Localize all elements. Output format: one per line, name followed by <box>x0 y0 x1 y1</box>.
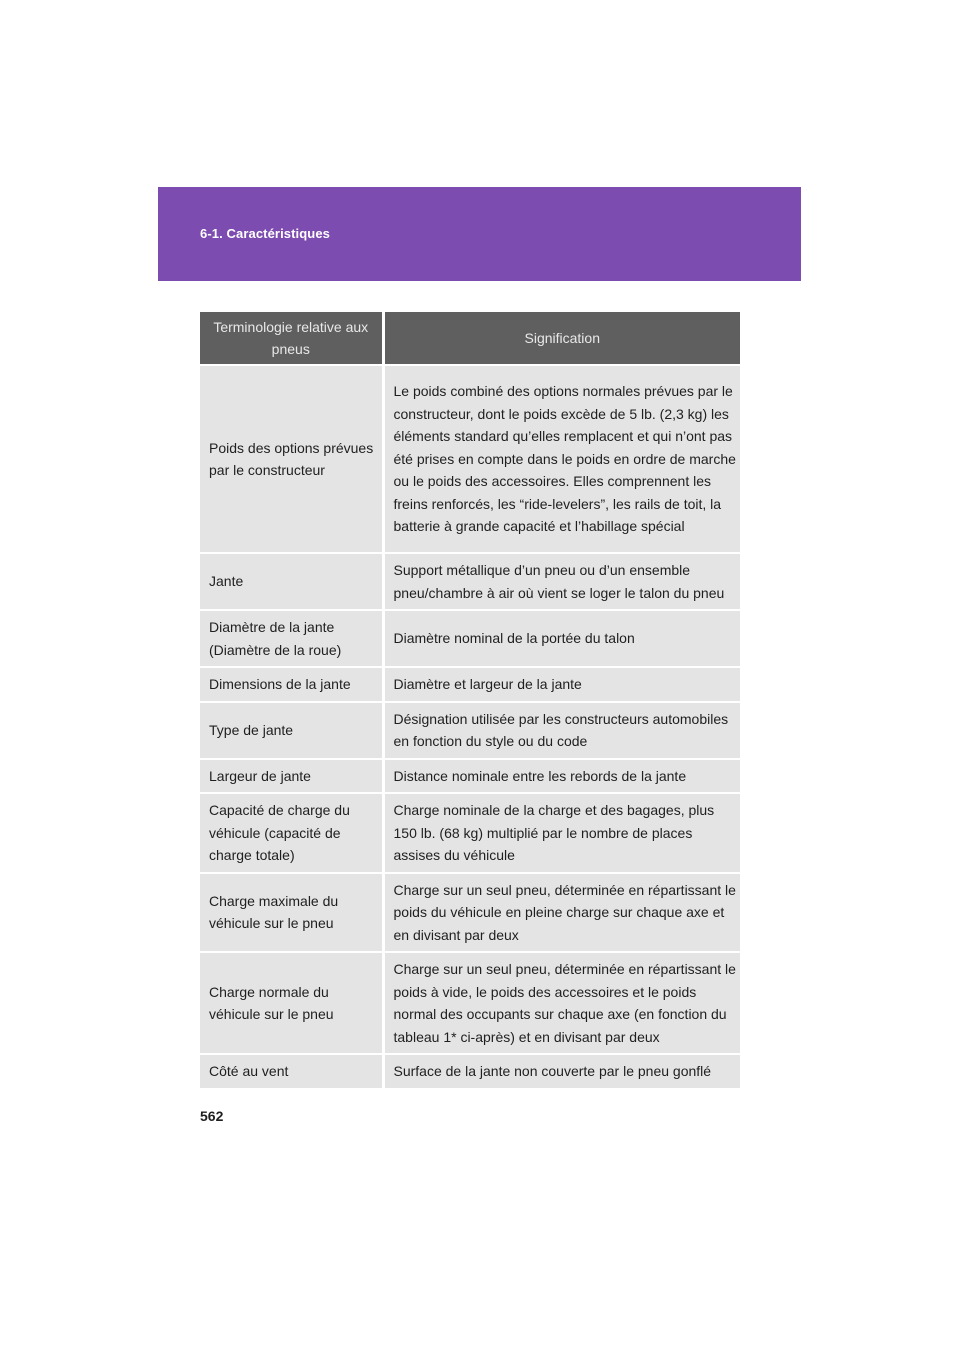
term-cell: Charge maximale du véhicule sur le pneu <box>200 873 383 953</box>
meaning-cell: Surface de la jante non couverte par le pneu gonflé <box>383 1054 740 1088</box>
tire-terminology-table <box>200 312 740 1088</box>
term-cell: Poids des options prévues par le constructeur <box>200 365 383 553</box>
term-cell: Type de jante <box>200 702 383 759</box>
section-title: 6-1. Caractéristiques <box>200 226 330 241</box>
table-row <box>200 553 740 610</box>
term-cell: Charge normale du véhicule sur le pneu <box>200 952 383 1054</box>
page-number: 562 <box>200 1108 224 1124</box>
column-header-meaning: Signification <box>383 312 740 365</box>
meaning-cell: Désignation utilisée par les constructeurs automobiles en fonction du style ou du code <box>383 702 740 759</box>
meaning-cell: Diamètre et largeur de la jante <box>383 667 740 702</box>
meaning-cell: Diamètre nominal de la portée du talon <box>383 610 740 667</box>
table-row <box>200 1054 740 1088</box>
term-cell: Diamètre de la jante (Diamètre de la roue) <box>200 610 383 667</box>
table-row <box>200 952 740 1054</box>
table-row <box>200 365 740 553</box>
meaning-cell: Charge sur un seul pneu, déterminée en répartissant le poids à vide, le poids des accessoires et le poids normal des occupants sur chaque axe (en fonction du tableau 1* ci-après) et en divisant par deux <box>383 952 740 1054</box>
term-cell: Dimensions de la jante <box>200 667 383 702</box>
term-cell: Jante <box>200 553 383 610</box>
term-cell: Côté au vent <box>200 1054 383 1088</box>
table-header-row <box>200 312 740 365</box>
meaning-cell: Support métallique d’un pneu ou d’un ensemble pneu/chambre à air où vient se loger le talon du pneu <box>383 553 740 610</box>
meaning-cell: Charge nominale de la charge et des bagages, plus 150 lb. (68 kg) multiplié par le nombre de places assises du véhicule <box>383 793 740 873</box>
term-cell: Capacité de charge du véhicule (capacité de charge totale) <box>200 793 383 873</box>
meaning-cell: Distance nominale entre les rebords de la jante <box>383 759 740 794</box>
meaning-cell: Charge sur un seul pneu, déterminée en répartissant le poids du véhicule en pleine charge sur chaque axe et en divisant par deux <box>383 873 740 953</box>
table-row <box>200 702 740 759</box>
table-row <box>200 667 740 702</box>
term-cell: Largeur de jante <box>200 759 383 794</box>
table-row <box>200 759 740 794</box>
section-header-band <box>158 187 801 281</box>
table-row <box>200 610 740 667</box>
meaning-cell: Le poids combiné des options normales prévues par le constructeur, dont le poids excède de 5 lb. (2,3 kg) les éléments standard qu’elles remplacent et qui n’ont pas été prises en compte dans le poids en ordre de marche ou le poids des accessoires. Elles comprennent les freins renforcés, les “ride-levelers”, les rails de toit, la batterie à grande capacité et l’habillage spécial <box>383 365 740 553</box>
table-row <box>200 793 740 873</box>
table-row <box>200 873 740 953</box>
column-header-term: Terminologie relative aux pneus <box>200 312 383 365</box>
